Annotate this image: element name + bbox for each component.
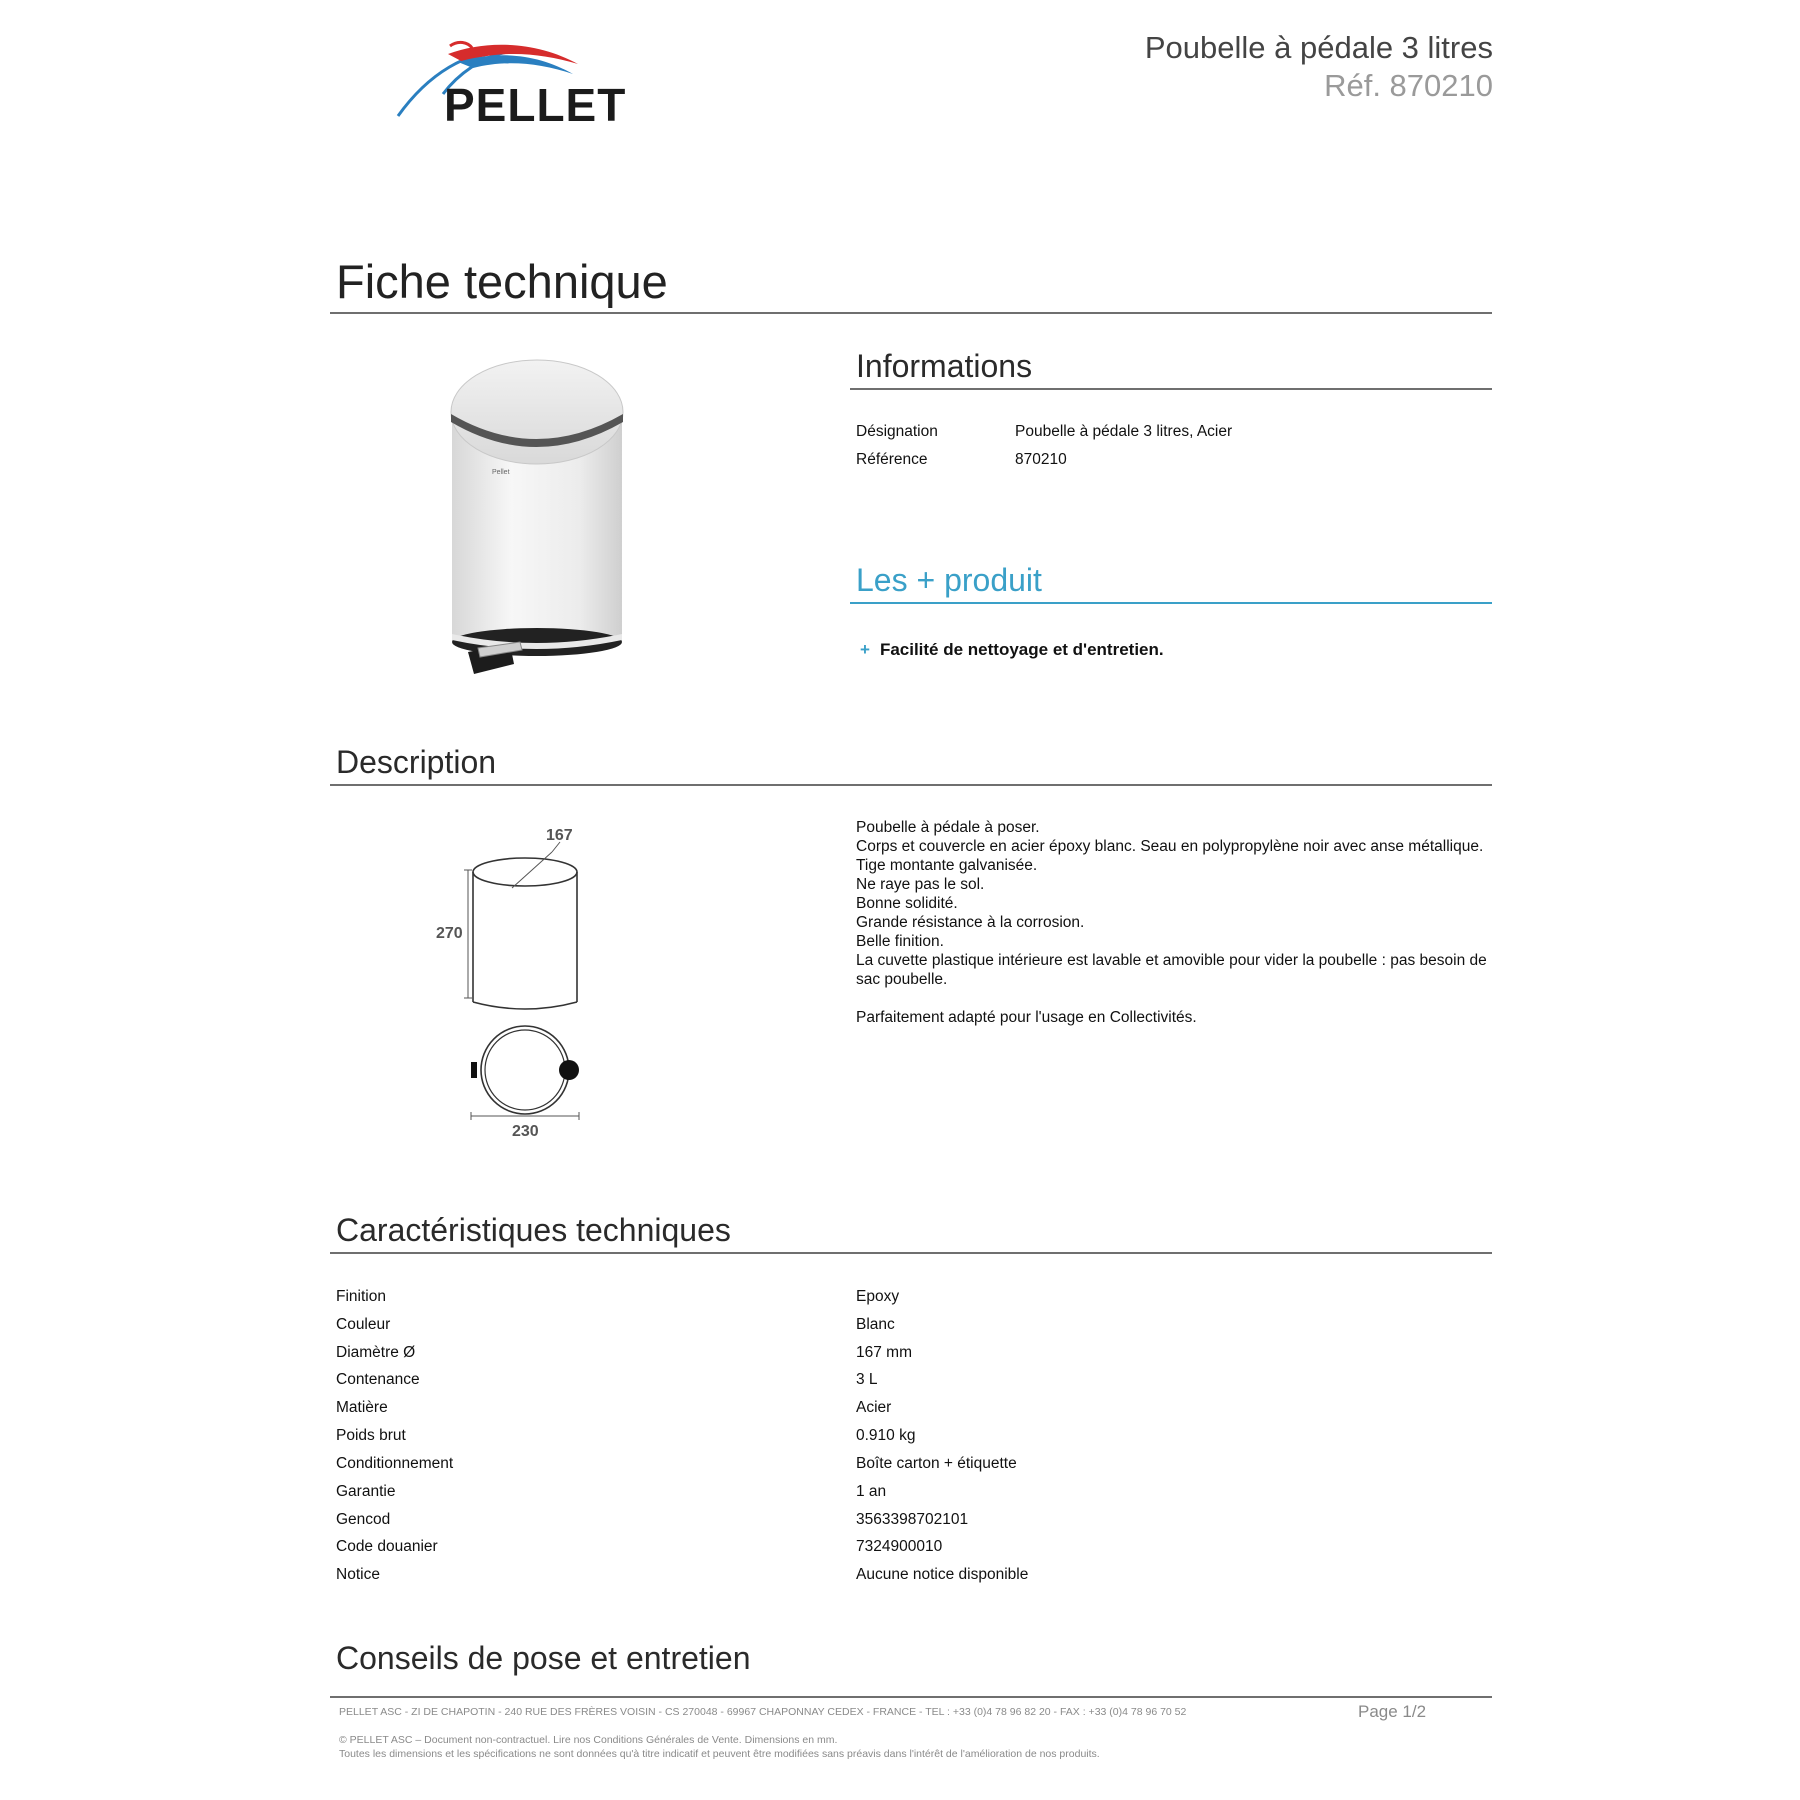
informations-heading: Informations [856, 348, 1033, 384]
plus-produit-heading: Les + produit [856, 562, 1042, 598]
spec-label: Notice [336, 1566, 380, 1583]
spec-value: 167 mm [856, 1344, 912, 1361]
spec-label: Poids brut [336, 1427, 406, 1444]
plus-produit-item [860, 640, 1164, 660]
spec-value: Aucune notice disponible [856, 1566, 1029, 1583]
spec-value: 3 L [856, 1371, 878, 1388]
specs-divider [330, 1252, 1492, 1254]
spec-label: Finition [336, 1288, 386, 1305]
description-heading: Description [336, 744, 497, 780]
spec-label: Gencod [336, 1511, 391, 1528]
spec-value: 1 an [856, 1483, 887, 1500]
spec-label: Garantie [336, 1483, 396, 1500]
description-line: Belle finition. [856, 933, 944, 950]
footer-legal-2: Toutes les dimensions et les spécifications ne sont données qu'à titre indicatif et peuvent être modifiées sans préavis dans l'intérêt de l'amélioration de nos produits. [339, 1748, 1100, 1760]
conseils-heading: Conseils de pose et entretien [336, 1640, 751, 1676]
footer-address: PELLET ASC - ZI DE CHAPOTIN - 240 RUE DES FRÈRES VOISIN - CS 270048 - 69967 CHAPONNAY CEDEX - FRANCE - TEL : +33 (0)4 78 96 82 20 - FAX : +33 (0)4 78 96 70 52 [339, 1706, 1187, 1718]
spec-value: 7324900010 [856, 1538, 943, 1555]
page-title: Fiche technique [336, 255, 668, 308]
drawing-height-label: 270 [436, 925, 463, 942]
page-number: Page 1/2 [1358, 1702, 1427, 1721]
spec-label: Contenance [336, 1371, 420, 1388]
footer-divider [330, 1696, 1492, 1698]
specs-heading: Caractéristiques techniques [336, 1212, 731, 1248]
description-divider [330, 784, 1492, 786]
drawing-diameter-label: 167 [546, 827, 573, 844]
plus-item-text: Facilité de nettoyage et d'entretien. [879, 640, 1164, 659]
spec-label: Conditionnement [336, 1455, 454, 1472]
info-value-reference: 870210 [1015, 451, 1067, 468]
description-line: Ne raye pas le sol. [856, 876, 985, 893]
spec-label: Couleur [336, 1316, 391, 1333]
description-line: Corps et couvercle en acier époxy blanc. Seau en polypropylène noir avec anse métallique. [856, 838, 1484, 855]
info-value-designation: Poubelle à pédale 3 litres, Acier [1015, 423, 1233, 440]
plus-produit-divider [850, 602, 1492, 604]
product-photo [360, 352, 710, 692]
spec-label: Code douanier [336, 1538, 438, 1555]
description-closing: Parfaitement adapté pour l'usage en Collectivités. [856, 1009, 1197, 1026]
spec-label: Diamètre Ø [336, 1344, 416, 1361]
informations-divider [850, 388, 1492, 390]
info-label-reference: Référence [856, 451, 928, 468]
spec-value: 3563398702101 [856, 1511, 969, 1528]
spec-value: Epoxy [856, 1288, 900, 1305]
description-line: Bonne solidité. [856, 895, 958, 912]
svg-text:Pellet: Pellet [492, 469, 510, 476]
brand-logo [388, 34, 648, 134]
info-label-designation: Désignation [856, 423, 938, 440]
product-ref: Réf. 870210 [1324, 68, 1493, 103]
description-line: Poubelle à pédale à poser. [856, 819, 1040, 836]
footer-legal-1: © PELLET ASC – Document non-contractuel. Lire nos Conditions Générales de Vente. Dimensions en mm. [339, 1734, 838, 1746]
spec-value: Acier [856, 1399, 892, 1416]
spec-value: Boîte carton + étiquette [856, 1455, 1017, 1472]
spec-label: Matière [336, 1399, 388, 1416]
technical-drawing [420, 820, 620, 1140]
spec-value: Blanc [856, 1316, 895, 1333]
brand-name: PELLET [444, 79, 627, 131]
drawing-width-label: 230 [512, 1123, 539, 1140]
description-text [856, 818, 1488, 1027]
plus-icon: + [860, 640, 870, 659]
spec-value: 0.910 kg [856, 1427, 916, 1444]
product-title: Poubelle à pédale 3 litres [1144, 30, 1493, 65]
description-line: La cuvette plastique intérieure est lavable et amovible pour vider la poubelle : pas besoin de sac poubelle. [856, 952, 1487, 988]
title-divider [330, 312, 1492, 314]
description-line: Grande résistance à la corrosion. [856, 914, 1085, 931]
description-line: Tige montante galvanisée. [856, 857, 1038, 874]
